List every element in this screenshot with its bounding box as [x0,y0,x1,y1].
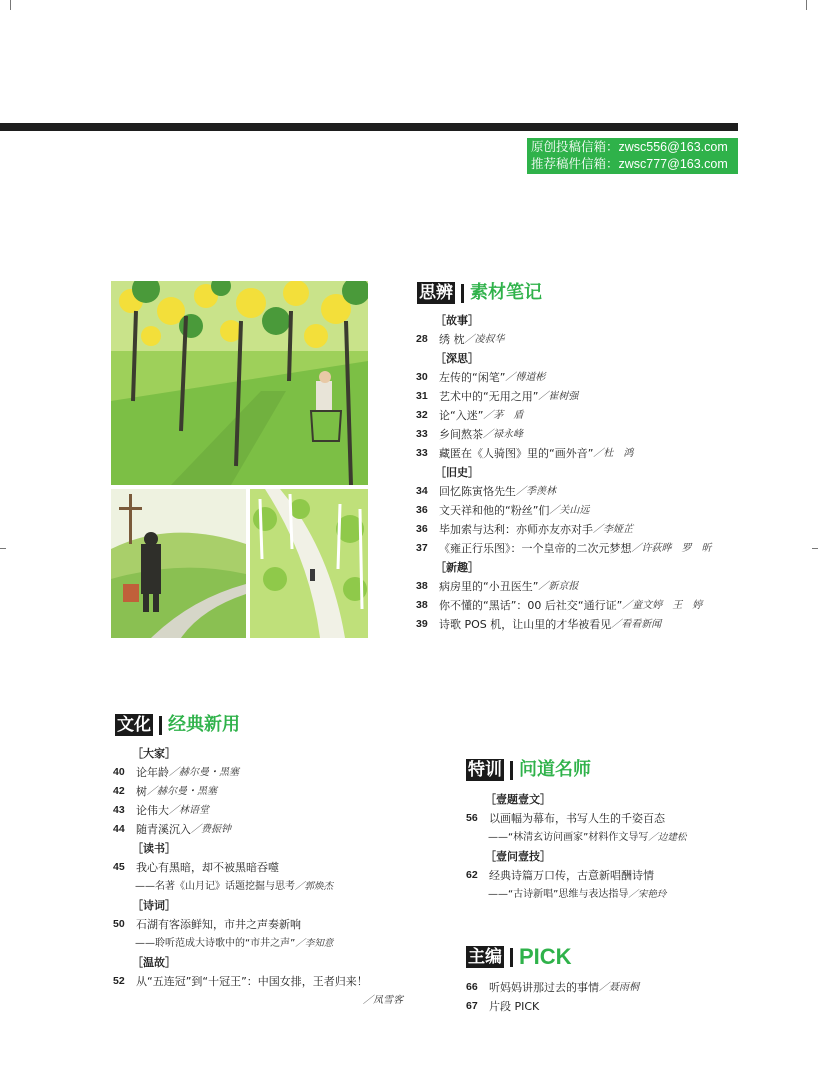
toc-entry [416,539,712,558]
toc-category [416,558,712,577]
article-author: ／禄永峰 [483,429,523,440]
toc-list-texun [466,790,686,904]
article-author: ／季羡林 [516,486,556,497]
recommend-mailbox-line: 推荐稿件信箱：zwsc777@163.com [531,157,728,171]
article-title: ——聆听范成大诗歌中的“市井之声” [135,938,296,949]
toc-entry [416,368,712,387]
section-divider [510,948,513,967]
toc-entry [416,482,712,501]
original-mailbox-line: 原创投稿信箱：zwsc556@163.com [531,140,728,154]
category-label: ［旧史］ [435,466,479,479]
toc-entry [416,501,712,520]
toc-subtitle [466,828,686,847]
section-tag: 特训 [468,760,502,780]
article-title: 《雍正行乐图》：一个皇帝的二次元梦想 [439,542,632,555]
page-number: 32 [416,409,428,421]
article-title: 文天祥和他的“粉丝”们 [439,504,550,517]
illustration-birch-path [250,489,368,638]
category-label: ［壹问壹技］ [485,850,551,863]
section-tag: 思辨 [419,283,453,303]
article-author: ／凤雪客 [363,995,403,1006]
section-divider [510,761,513,780]
article-author: ／林语堂 [169,805,209,816]
section-tag: 主编 [468,947,502,967]
article-title: 论年龄 [136,766,169,779]
article-title: 乡间熬茶 [439,428,483,441]
page-number: 52 [113,975,125,987]
article-title: 我心有黑暗，却不被黑暗吞噬 [136,861,279,874]
toc-subtitle [113,934,403,953]
toc-entry [466,997,639,1016]
article-title: 病房里的“小丑医生” [439,580,539,593]
toc-entry [416,615,712,634]
page-number: 36 [416,523,428,535]
article-author: ／看看新闻 [611,619,662,630]
page-number: 45 [113,861,125,873]
article-author: ／傅道彬 [505,372,546,383]
toc-entry [113,858,403,877]
article-author: ／关山远 [549,505,590,516]
page-number: 33 [416,447,428,459]
article-author: ／费振钟 [191,824,231,835]
toc-list-sibian [416,311,712,634]
toc-entry [466,809,686,828]
section-title: 问道名师 [519,759,591,780]
page-number: 40 [113,766,125,778]
page-number: 62 [466,869,478,881]
page-number: 36 [416,504,428,516]
article-title: 石湖有客添鲜知，市井之声奏新响 [136,918,301,931]
category-label: ［故事］ [435,314,479,327]
article-author: ／赫尔曼・黑塞 [169,767,239,778]
article-author: ／新京报 [538,581,579,592]
page-number: 38 [416,580,428,592]
toc-entry [466,978,639,997]
page-number: 67 [466,1000,478,1012]
page-number: 44 [113,823,125,835]
page-number: 39 [416,618,428,630]
toc-category [416,349,712,368]
toc-subtitle [466,885,686,904]
toc-entry [113,763,403,782]
toc-category [113,896,403,915]
article-author: ／杜 鸿 [593,448,634,459]
article-author: ／许荻晔 罗 昕 [631,543,712,554]
toc-entry [113,820,403,839]
toc-subtitle [113,991,403,1010]
toc-entry [416,425,712,444]
category-label: ［大家］ [132,747,176,760]
article-title: 你不懂的“黑话”：00 后社交“通行证” [439,599,623,612]
article-title: 论“入迷” [439,409,484,422]
section-header-sibian [417,282,542,304]
toc-entry [113,915,403,934]
toc-category [466,847,686,866]
article-author: ／童文婷 王 婷 [622,600,703,611]
crop-mark [10,0,11,10]
crop-mark [812,548,818,549]
toc-category [416,463,712,482]
toc-category [113,839,403,858]
article-title: 毕加索与达利：亦师亦友亦对手 [439,523,593,536]
toc-entry [416,406,712,425]
article-author: ／宋艳玲 [628,889,667,900]
toc-subtitle [113,877,403,896]
category-label: ［深思］ [435,352,479,365]
section-divider [461,284,464,303]
section-title: PICK [519,944,572,969]
article-title: ——“古诗新唱”思维与表达指导 [488,889,629,900]
article-title: 从“五连冠”到“十冠王”：中国女排，王者归来！ [136,975,368,988]
article-title: 以画幅为幕布，书写人生的千姿百态 [489,812,665,825]
article-title: 绣 枕 [439,333,465,346]
article-author: ／茅 盾 [483,410,524,421]
illustration-tree-avenue [111,281,368,485]
article-title: 藏匿在《人骑图》里的“画外音” [439,447,594,460]
toc-entry [416,596,712,615]
article-author: ／边建松 [648,832,687,843]
crop-mark [0,548,6,549]
article-title: 经典诗篇万口传，古意新唱酬诗情 [489,869,654,882]
page-number: 42 [113,785,125,797]
section-title: 素材笔记 [470,282,542,303]
illustration-traveller [111,489,246,638]
page-number: 56 [466,812,478,824]
category-label: ［温故］ [132,956,176,969]
article-author: ／聂雨桐 [599,982,639,993]
page-number: 50 [113,918,125,930]
toc-entry [416,577,712,596]
section-tag: 文化 [117,715,151,735]
toc-entry [113,972,403,991]
page-number: 37 [416,542,428,554]
article-author: ／李知意 [295,938,334,949]
article-author: ／崔树强 [538,391,579,402]
article-title: 听妈妈讲那过去的事情 [489,981,599,994]
toc-category [466,790,686,809]
page-number: 31 [416,390,428,402]
toc-entry [113,801,403,820]
toc-category [416,311,712,330]
category-label: ［读书］ [132,842,176,855]
toc-entry [466,866,686,885]
toc-category [113,953,403,972]
article-author: ／李娅芷 [593,524,633,535]
toc-entry [113,782,403,801]
section-title: 经典新用 [168,714,240,735]
page-number: 66 [466,981,478,993]
page-number: 28 [416,333,428,345]
page-number: 43 [113,804,125,816]
toc-list-zhubian [466,978,639,1016]
toc-list-wenhua [113,744,403,1010]
toc-entry [416,330,712,349]
article-title: 回忆陈寅恪先生 [439,485,516,498]
article-title: 树 [136,785,147,798]
article-title: 诗歌 POS 机，让山里的才华被看见 [439,618,612,631]
page-number: 33 [416,428,428,440]
article-title: 论伟大 [136,804,169,817]
crop-mark [806,0,807,10]
toc-category [113,744,403,763]
article-title: ——名著《山月记》话题挖掘与思考 [135,881,295,892]
toc-entry [416,444,712,463]
toc-entry [416,520,712,539]
section-header-texun [466,759,591,781]
section-header-wenhua [115,714,240,736]
article-title: 左传的“闲笔” [439,371,506,384]
article-title: ——“林清玄访问画家”材料作文导写 [488,832,649,843]
category-label: ［壹题壹文］ [485,793,551,806]
section-divider [159,716,162,735]
article-title: 随青溪沉入 [136,823,191,836]
category-label: ［新趣］ [435,561,479,574]
submission-mailbox [527,138,738,174]
category-label: ［诗词］ [132,899,176,912]
toc-entry [416,387,712,406]
article-title: 艺术中的“无用之用” [439,390,539,403]
page-number: 30 [416,371,428,383]
page-number: 38 [416,599,428,611]
article-author: ／凌叔华 [464,334,505,345]
article-title: 片段 PICK [489,1000,540,1013]
page-number: 34 [416,485,428,497]
section-header-zhubian [466,946,572,968]
header-rule [0,123,738,131]
article-author: ／赫尔曼・黑塞 [147,786,217,797]
article-author: ／郭焕杰 [295,881,334,892]
